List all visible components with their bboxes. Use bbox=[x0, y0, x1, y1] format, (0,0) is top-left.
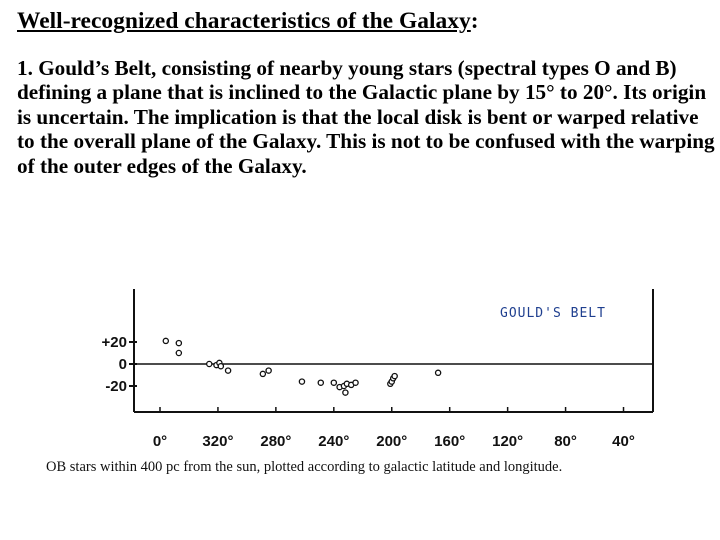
x-tick-label: 80° bbox=[554, 433, 577, 450]
ob-star-point bbox=[318, 380, 323, 385]
ob-star-points bbox=[163, 338, 441, 395]
y-axis-ticks bbox=[102, 334, 137, 395]
gould-belt-paragraph: 1. Gould’s Belt, consisting of nearby young stars (spectral types O and B) defining a plane that is inclined to the Galactic plane by 15° to 20°. Its origin is uncertain. The implication is that the local disk is bent or warped relative to the overall plane of the Galaxy. This is not to be confused with the warping of the outer edges of the Galaxy. bbox=[17, 56, 715, 178]
ob-star-point bbox=[260, 371, 265, 376]
x-tick-label: 280° bbox=[260, 433, 292, 450]
x-tick-label: 320° bbox=[202, 433, 234, 450]
figure-caption: OB stars within 400 pc from the sun, plotted according to galactic latitude and longitude. bbox=[46, 459, 563, 475]
slide-title-colon: : bbox=[470, 8, 479, 34]
ob-star-point bbox=[392, 374, 397, 379]
ob-star-point bbox=[225, 368, 230, 373]
ob-star-point bbox=[176, 350, 181, 355]
ob-star-point bbox=[266, 368, 271, 373]
slide-title-text: Well-recognized characteristics of the Galaxy bbox=[17, 8, 471, 34]
ob-star-point bbox=[299, 379, 304, 384]
ob-star-point bbox=[331, 380, 336, 385]
ob-star-point bbox=[207, 361, 212, 366]
ob-star-point bbox=[353, 380, 358, 385]
y-tick-label: +20 bbox=[101, 334, 127, 351]
x-tick-label: 240° bbox=[318, 433, 350, 450]
x-axis-ticks bbox=[153, 407, 635, 450]
y-tick-label: -20 bbox=[105, 378, 127, 395]
gould-belt-handwritten-label: GOULD'S BELT bbox=[500, 306, 606, 321]
ob-star-point bbox=[218, 364, 223, 369]
x-tick-label: 160° bbox=[434, 433, 466, 450]
x-tick-label: 0° bbox=[152, 433, 168, 450]
x-tick-label: 120° bbox=[492, 433, 524, 450]
x-tick-label: 200° bbox=[376, 433, 408, 450]
y-tick-label: 0 bbox=[118, 356, 127, 373]
ob-star-point bbox=[343, 390, 348, 395]
ob-star-point bbox=[176, 341, 181, 346]
ob-star-point bbox=[436, 370, 441, 375]
ob-star-point bbox=[163, 338, 168, 343]
x-tick-label: 40° bbox=[612, 433, 635, 450]
